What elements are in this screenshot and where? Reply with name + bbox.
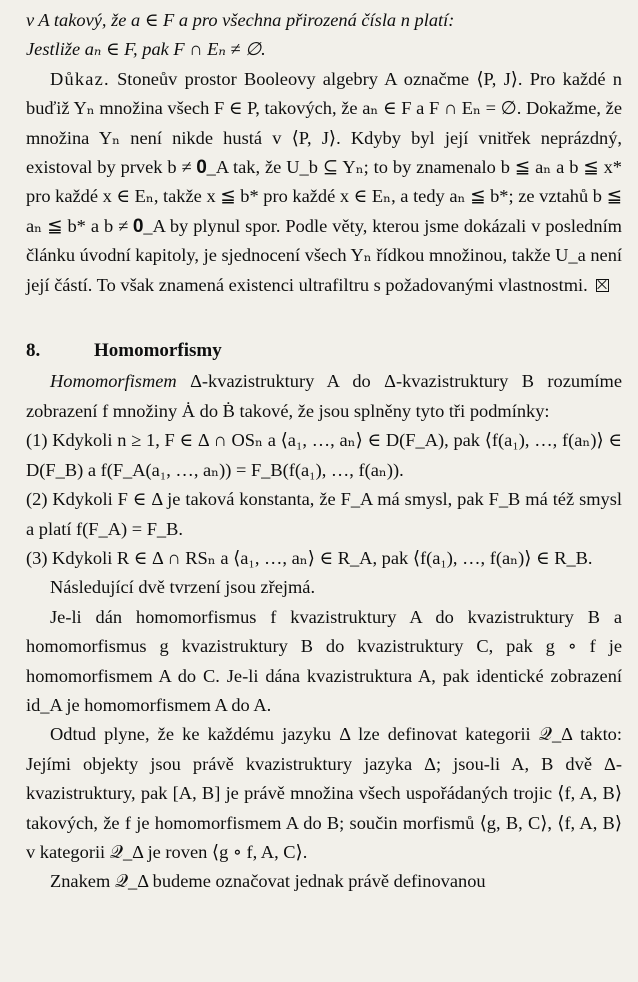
proof-label: Důkaz.: [50, 68, 110, 89]
definition-paragraph: [26, 367, 622, 426]
theorem-continuation: [26, 6, 622, 65]
end-of-proof-icon: [596, 279, 609, 292]
theorem-line-2: Jestliže aₙ ∈ F, pak F ∩ Eₙ ≠ ∅.: [26, 39, 266, 60]
condition-3: (3) Kdykoli R ∈ Δ ∩ RSₙ a ⟨a₁, …, aₙ⟩ ∈ R_A, pak ⟨f(a₁), …, f(aₙ)⟩ ∈ R_B.: [26, 547, 593, 568]
proof-paragraph: [26, 65, 622, 300]
paragraph-composition: Je-li dán homomorfismus f kvazistruktury A do kvazistruktury B a homomorfismus g kvazistruktury B do kvazistruktury C, pak g ∘ f je homomorfismem A do C. Je-li dána kvazistruktura A, pak identické zobrazení id_A je homomorfismem A do A.: [26, 606, 622, 715]
definition-term: Homomorfismem: [50, 371, 177, 392]
theorem-line-1: v A takový, že a ∈ F a pro všechna přirozená čísla n platí:: [26, 10, 455, 30]
paragraph-notation: Znakem 𝒬_Δ budeme označovat jednak právě definovanou: [50, 871, 486, 892]
section-title: Homomorfismy: [94, 340, 222, 362]
condition-1: (1) Kdykoli n ≥ 1, F ∈ Δ ∩ OSₙ a ⟨a₁, …, aₙ⟩ ∈ D(F_A), pak ⟨f(a₁), …, f(aₙ)⟩ ∈ D(F_B) a f(F_A(a₁, …, aₙ)) = F_B(f(a₁), …, f(aₙ)).: [26, 430, 622, 480]
proof-text: Stoneův prostor Booleovy algebry A označme ⟨P, J⟩. Pro každé n buďiž Yₙ množina všech F ∈ P, takových, že aₙ ∈ F a F ∩ Eₙ = ∅. Dokažme, že množina Yₙ není nikde hustá v ⟨P, J⟩. Kdyby byl její vnitřek neprázdný, existoval by prvek b ≠ 𝟎_A tak, že U_b ⊆ Yₙ; to by znamenalo b ≦ aₙ a b ≦ x* pro každé x ∈ Eₙ, takže x ≦ b* pro každé x ∈ Eₙ, a tedy aₙ ≦ b*; ze vztahů b ≦ aₙ ≦ b* a b ≠ 𝟎_A by plynul spor. Podle věty, kterou jsme dokázali v posledním článku úvodní kapitoly, je sjednocení všech Yₙ řídkou množinou, takže U_a není její částí. To však znamená existenci ultrafiltru s požadovanými vlastnostmi.: [26, 68, 622, 295]
section-number: 8.: [26, 340, 41, 362]
paragraph-category: Odtud plyne, že ke každému jazyku Δ lze definovat kategorii 𝒬_Δ takto: Jejími objekty jsou právě kvazistruktury jazyka Δ; jsou-li A, B dvě Δ-kvazistruktury, pak [A, B] je právě množina všech uspořádaných trojic ⟨f, A, B⟩ takových, že f je homomorfismem A do B; součin morfismů ⟨g, B, C⟩, ⟨f, A, B⟩ v kategorii 𝒬_Δ je roven ⟨g ∘ f, A, C⟩.: [26, 724, 622, 862]
section-heading: [26, 336, 622, 365]
paragraph-obvious: Následující dvě tvrzení jsou zřejmá.: [50, 577, 316, 598]
definition-text: Δ-kvazistruktury A do Δ-kvazistruktury B rozumíme zobrazení f množiny Ȧ do Ḃ takové, že jsou splněny tyto tři podmínky:: [26, 371, 622, 421]
condition-2: (2) Kdykoli F ∈ Δ je taková konstanta, že F_A má smysl, pak F_B má též smysl a platí f(F_A) = F_B.: [26, 489, 622, 539]
